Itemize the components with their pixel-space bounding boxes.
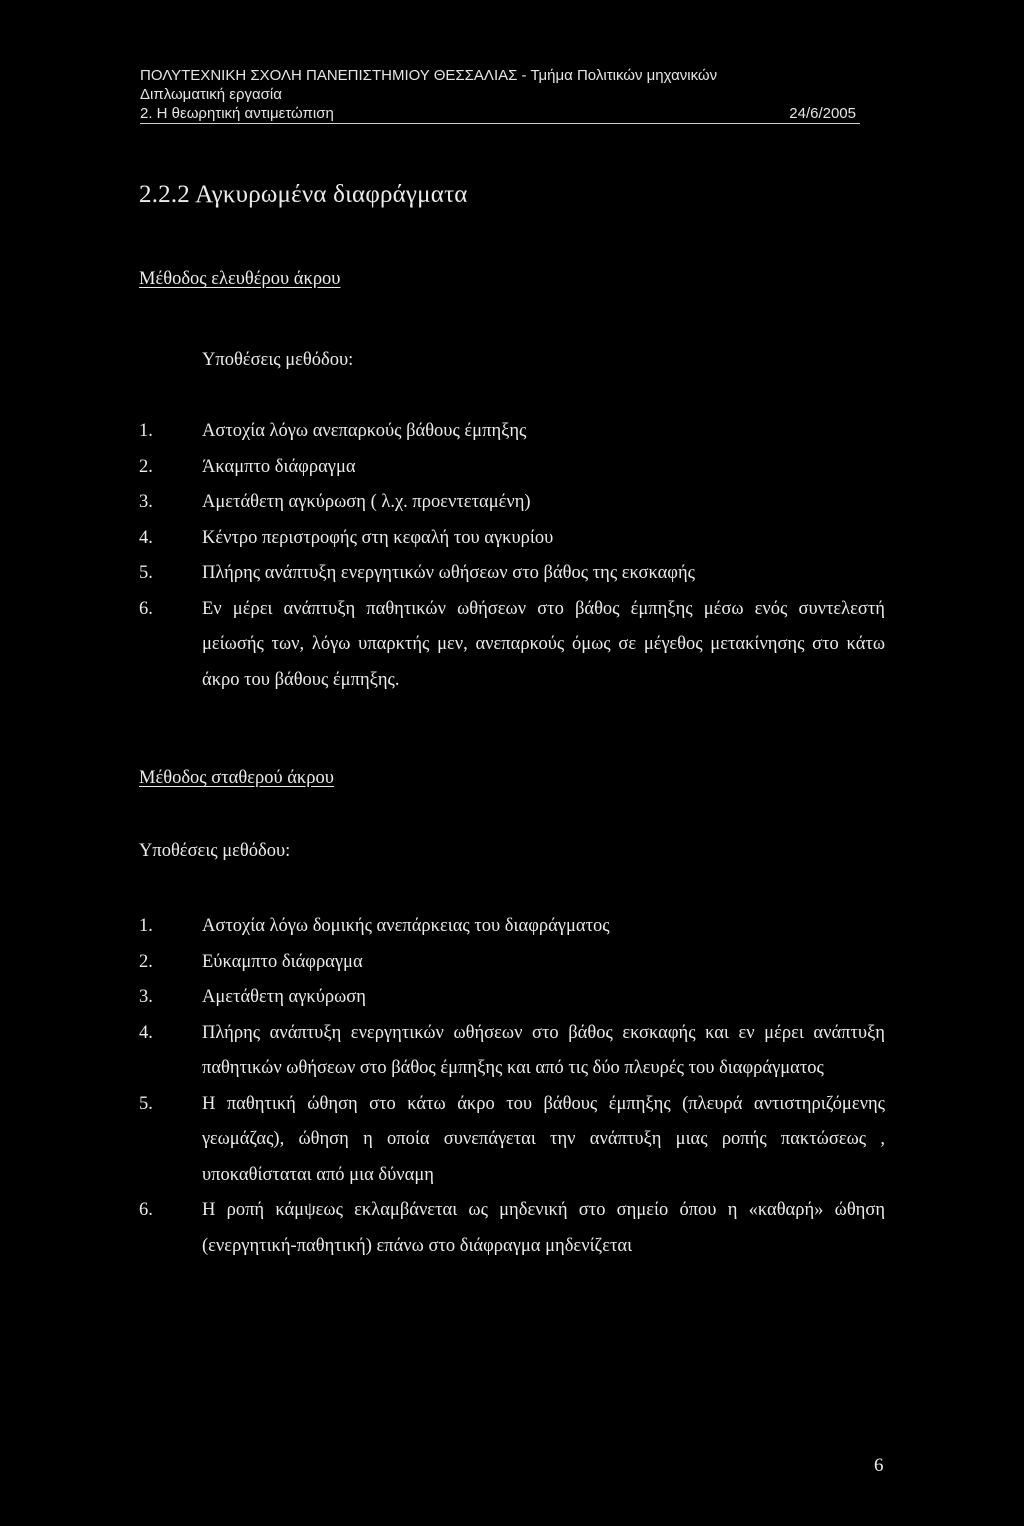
list-item-number: 5. bbox=[139, 1093, 153, 1114]
list-item bbox=[139, 485, 885, 521]
list-item-number: 1. bbox=[139, 421, 153, 441]
list-item-number: 2. bbox=[139, 951, 153, 972]
list-item-text: Άκαμπτο διάφραγμα bbox=[202, 456, 356, 477]
free-end-assumptions-list bbox=[139, 414, 885, 698]
list-item bbox=[139, 521, 885, 557]
list-item-text: Εύκαμπτο διάφραγμα bbox=[202, 951, 363, 972]
list-item-text: Κέντρο περιστροφής στη κεφαλή του αγκυρίου bbox=[202, 527, 554, 548]
section-title: 2.2.2 Αγκυρωμένα διαφράγματα bbox=[139, 181, 468, 208]
list-item-number: 1. bbox=[139, 916, 153, 936]
list-item bbox=[139, 945, 885, 981]
header-date: 24/6/2005 bbox=[789, 105, 856, 122]
list-item-number: 2. bbox=[139, 456, 153, 477]
free-end-method-title: Μέθοδος ελευθέρου άκρου bbox=[139, 269, 341, 289]
header-document-type: Διπλωματική εργασία bbox=[140, 86, 282, 103]
list-item bbox=[139, 450, 885, 486]
list-item-number: 4. bbox=[139, 1022, 153, 1043]
list-item-text: Εν μέρει ανάπτυξη παθητικών ωθήσεων στο βάθος έμπηξης μέσω ενός συντελεστή μείωσής των, λόγω υπαρκτής μεν, ανεπαρκούς όμως σε μέγεθος μετακίνησης στο κάτω άκρο του βάθους έμπηξης. bbox=[202, 598, 885, 690]
list-item-text: Η παθητική ώθηση στο κάτω άκρο του βάθους έμπηξης (πλευρά αντιστηριζόμενης γεωμάζας), ώθηση η οποία συνεπάγεται την ανάπτυξη μιας ροπής πακτώσεως , υποκαθίσταται από μια δύναμη bbox=[202, 1093, 885, 1185]
list-item bbox=[139, 1193, 885, 1264]
list-item bbox=[139, 1087, 885, 1194]
list-item-text: Πλήρης ανάπτυξη ενεργητικών ωθήσεων στο βάθος εκσκαφής και εν μέρει ανάπτυξη παθητικών ωθήσεων στο βάθος έμπηξης και από τις δύο πλευρές του διαφράγματος bbox=[202, 1022, 885, 1078]
list-item-number: 3. bbox=[139, 987, 153, 1007]
page-header bbox=[140, 66, 860, 124]
free-end-assumptions-label: Υποθέσεις μεθόδου: bbox=[202, 350, 354, 370]
list-item bbox=[139, 909, 885, 945]
list-item-number: 4. bbox=[139, 527, 153, 548]
header-chapter-title: 2. Η θεωρητική αντιμετώπιση bbox=[140, 105, 334, 122]
header-chapter bbox=[140, 104, 860, 124]
page-number: 6 bbox=[874, 1455, 884, 1476]
list-item bbox=[139, 980, 885, 1016]
list-item-text: Αστοχία λόγω ανεπαρκούς βάθους έμπηξης bbox=[202, 421, 527, 441]
list-item-number: 5. bbox=[139, 563, 153, 583]
list-item-number: 6. bbox=[139, 1200, 153, 1220]
list-item bbox=[139, 592, 885, 699]
header-institution: ΠΟΛΥΤΕΧΝΙΚΗ ΣΧΟΛΗ ΠΑΝΕΠΙΣΤΗΜΙΟΥ ΘΕΣΣΑΛΙΑΣ - Τμήμα Πολιτικών μηχανικών bbox=[140, 67, 718, 84]
list-item-text: Η ροπή κάμψεως εκλαμβάνεται ως μηδενική στο σημείο όπου η «καθαρή» ώθηση (ενεργητική-παθητική) επάνω στο διάφραγμα μηδενίζεται bbox=[202, 1200, 885, 1256]
list-item-text: Αστοχία λόγω δομικής ανεπάρκειας του διαφράγματος bbox=[202, 916, 610, 936]
list-item bbox=[139, 556, 885, 592]
list-item-text: Αμετάθετη αγκύρωση bbox=[202, 987, 366, 1007]
list-item bbox=[139, 414, 885, 450]
list-item bbox=[139, 1016, 885, 1087]
list-item-number: 3. bbox=[139, 492, 153, 512]
fixed-end-assumptions-list bbox=[139, 909, 885, 1264]
fixed-end-method-title: Μέθοδος σταθερού άκρου bbox=[139, 768, 334, 788]
list-item-text: Αμετάθετη αγκύρωση ( λ.χ. προεντεταμένη) bbox=[202, 492, 531, 512]
fixed-end-assumptions-label: Υποθέσεις μεθόδου: bbox=[139, 841, 291, 861]
list-item-text: Πλήρης ανάπτυξη ενεργητικών ωθήσεων στο βάθος της εκσκαφής bbox=[202, 563, 695, 583]
list-item-number: 6. bbox=[139, 598, 153, 619]
